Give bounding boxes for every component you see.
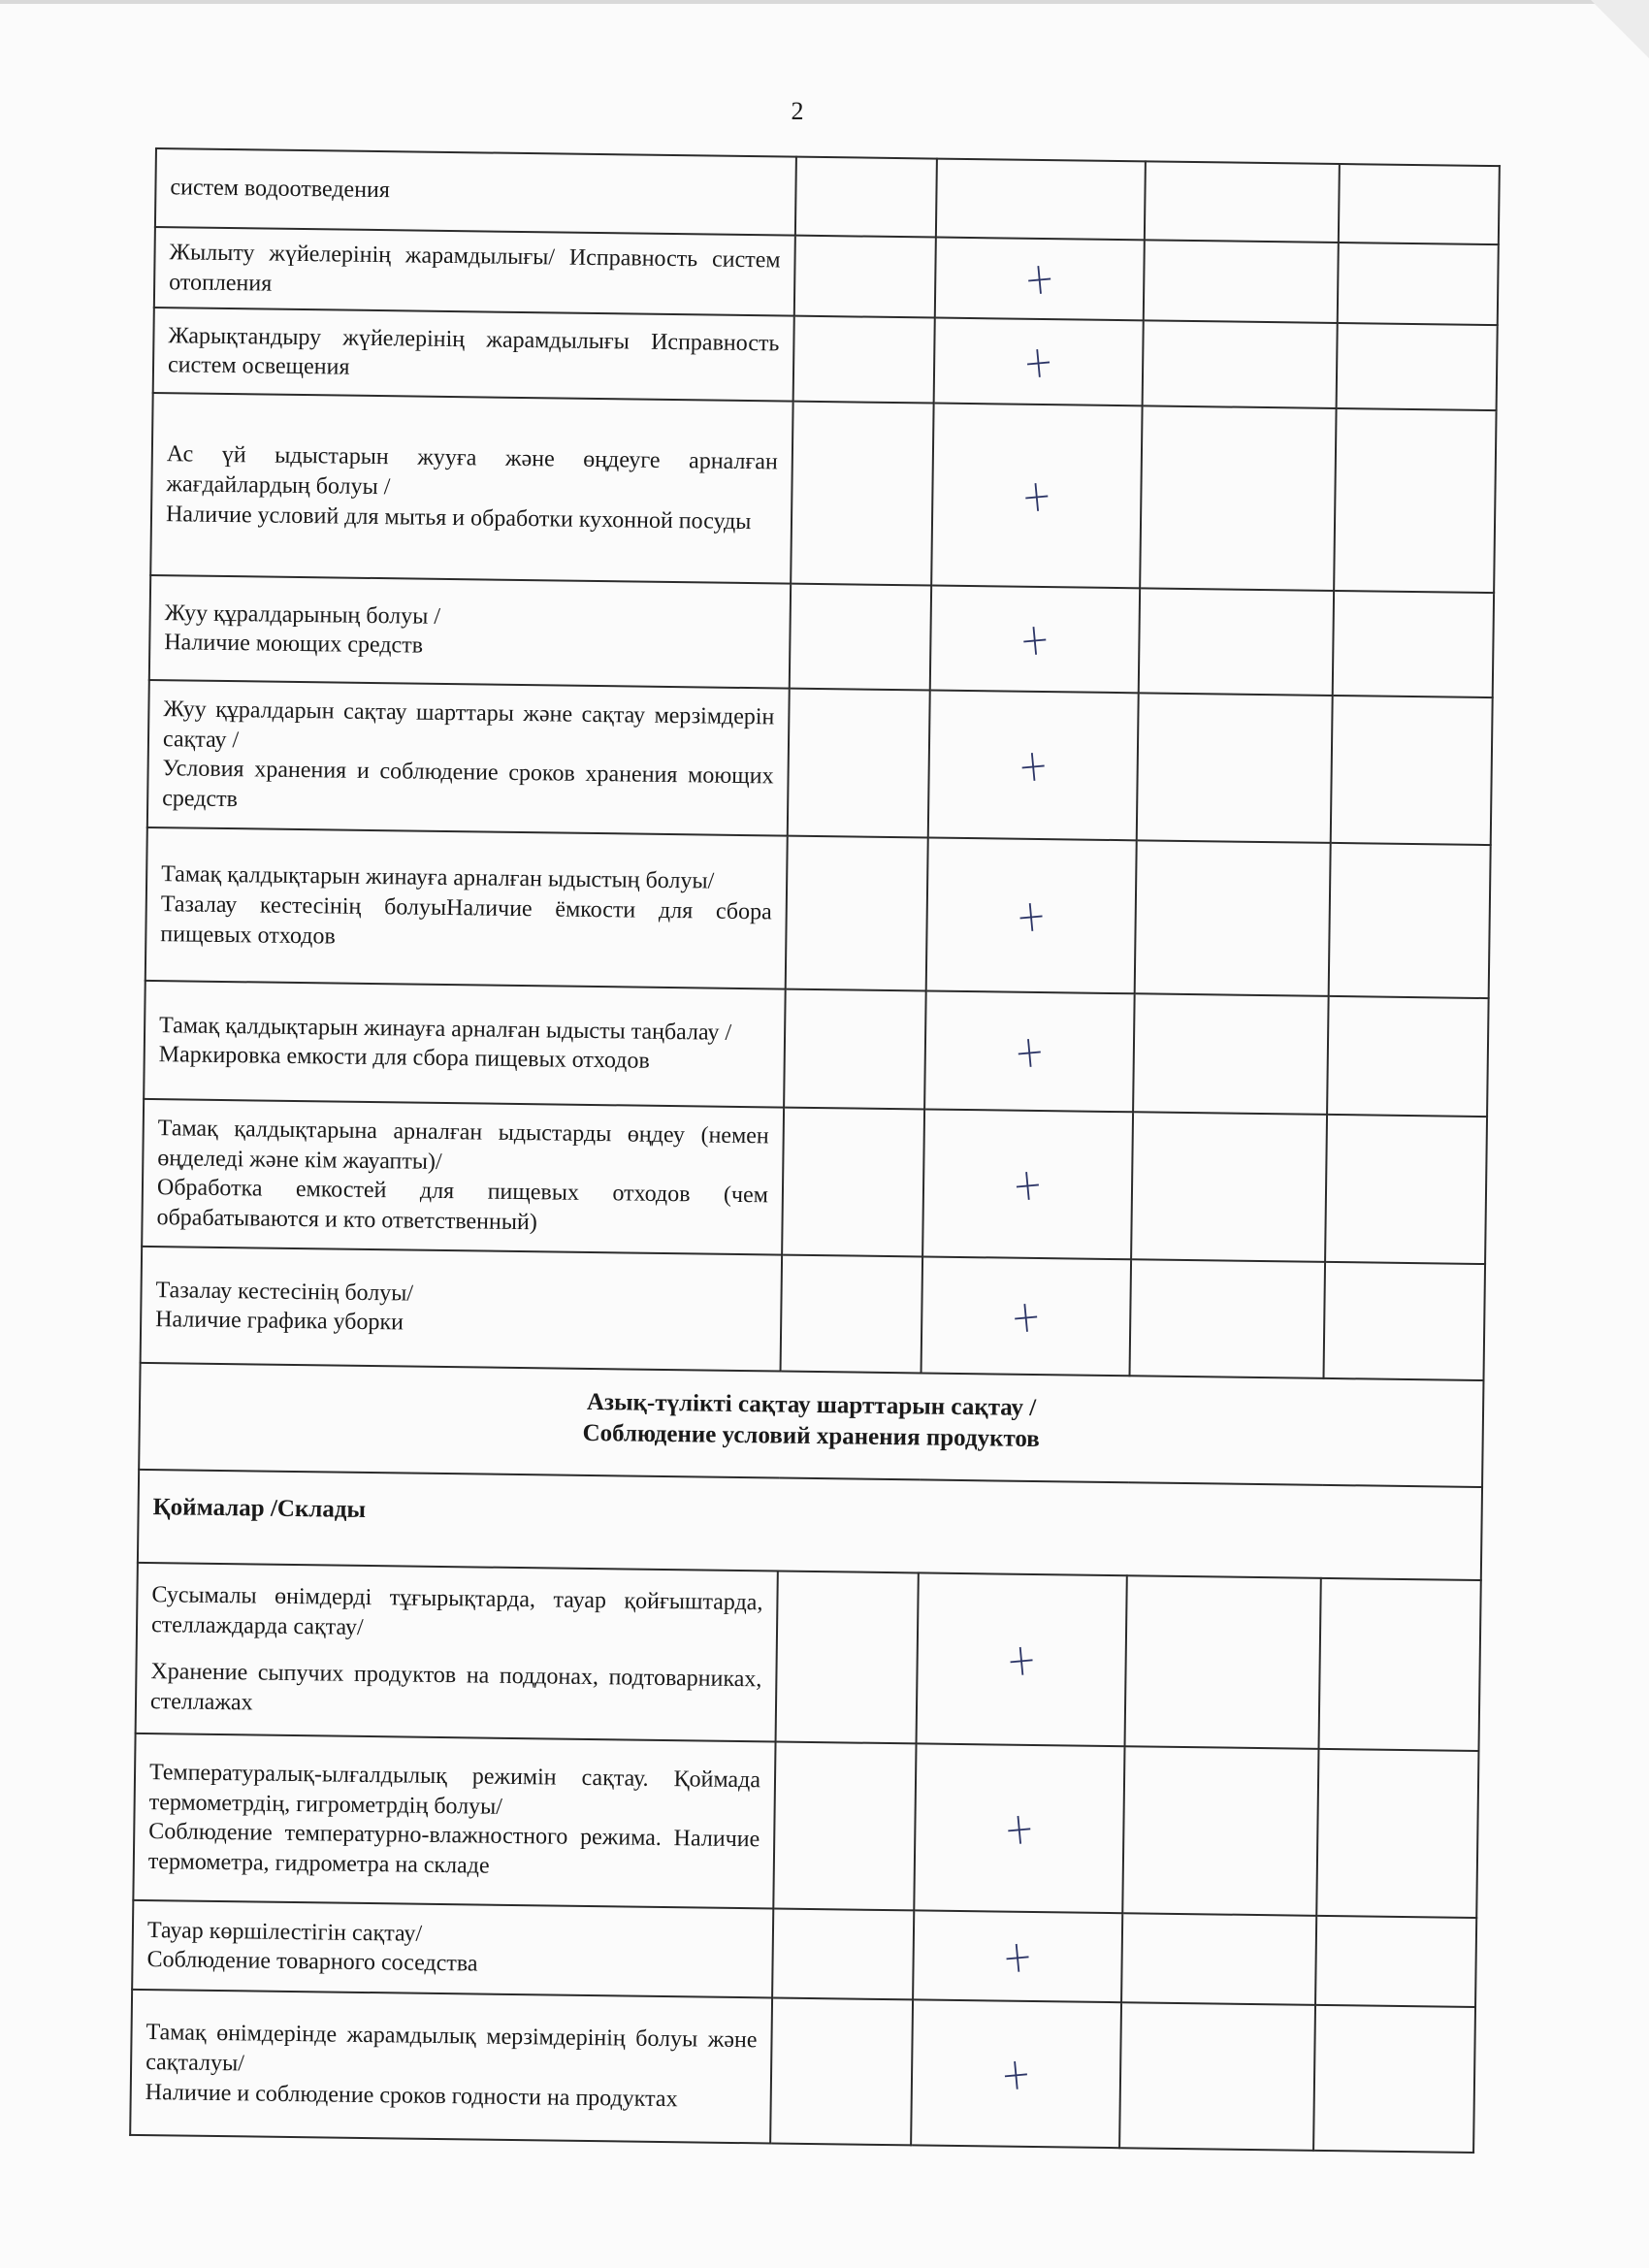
handwritten-mark-cell (935, 237, 1145, 320)
handwritten-plus-mark: + (1019, 468, 1054, 524)
empty-cell (773, 1742, 916, 1911)
table-row (149, 575, 1494, 697)
handwritten-plus-mark: + (1021, 250, 1057, 307)
empty-cell (1125, 1576, 1321, 1750)
empty-cell (772, 1909, 914, 2000)
criterion-text: Жарықтандыру жүйелерінің жарамдылығы Исправность систем освещения (167, 322, 780, 380)
criterion-text: Наличие моющих средств (164, 630, 424, 659)
handwritten-plus-mark: + (998, 2046, 1034, 2101)
criterion-text: Наличие графика уборки (155, 1307, 404, 1336)
table-row (142, 1099, 1487, 1264)
empty-cell (793, 316, 935, 404)
folded-corner (1591, 0, 1649, 58)
empty-cell (1137, 694, 1333, 844)
criterion-text: Наличие и соблюдение сроков годности на продуктах (145, 2079, 678, 2112)
handwritten-mark-cell (922, 1257, 1132, 1377)
section-header (138, 1363, 1484, 1580)
empty-cell (1318, 1578, 1480, 1751)
empty-cell (1145, 161, 1340, 242)
handwritten-mark-cell (934, 318, 1144, 406)
handwritten-mark-cell (928, 691, 1139, 841)
empty-cell (1143, 321, 1338, 409)
empty-cell (1333, 591, 1494, 697)
table-row (150, 393, 1496, 593)
criterion-cell (142, 1099, 784, 1255)
handwritten-plus-mark: + (1016, 737, 1051, 794)
empty-cell (1119, 2003, 1315, 2152)
criterion-text: Соблюдение товарного соседства (146, 1947, 478, 1977)
criterion-text: Маркировка емкости для сбора пищевых отходов (158, 1042, 650, 1075)
handwritten-mark-cell (924, 991, 1135, 1113)
empty-cell (1337, 323, 1498, 410)
handwritten-mark-cell (931, 404, 1142, 589)
handwritten-mark-cell (914, 1744, 1124, 1914)
criterion-cell (141, 1247, 783, 1372)
handwritten-mark-cell (926, 838, 1137, 994)
criterion-text: Тамақ қалдықтарын жинауға арналған ыдысты таңбалау / (158, 1012, 732, 1046)
handwritten-plus-mark: + (1014, 888, 1049, 944)
criterion-cell (144, 981, 786, 1108)
criterion-cell (133, 1733, 775, 1909)
empty-cell (790, 584, 931, 691)
criterion-cell (130, 1990, 772, 2144)
criterion-text: Ас үй ыдыстарын жууға және өңдеуге арналған жағдайлардың болуы / (166, 441, 778, 501)
table-row (130, 1990, 1475, 2153)
criterion-text: Жуу құралдарының болуы / (164, 599, 441, 630)
criterion-text: Тамақ қалдықтарын жинауға арналған ыдыстың болуы/ (161, 861, 715, 894)
empty-cell (1325, 1115, 1487, 1264)
criterion-cell (149, 575, 791, 689)
handwritten-mark-cell (936, 159, 1146, 241)
empty-cell (1334, 408, 1496, 593)
section-title-kz: Азық-түлікті сақтау шарттарын сақтау / (586, 1389, 1037, 1422)
table-row (147, 680, 1493, 845)
checklist-body-1 (141, 148, 1500, 1380)
table-row (141, 1247, 1485, 1380)
handwritten-plus-mark: + (1008, 1288, 1044, 1345)
checklist-body-2 (130, 1563, 1481, 2153)
criterion-text: Тауар көршілестігін сақтау/ (146, 1917, 423, 1947)
handwritten-plus-mark: + (1018, 611, 1052, 667)
empty-cell (786, 836, 928, 991)
empty-cell (1331, 696, 1493, 845)
criterion-cell (136, 1563, 778, 1742)
section-title-cell (139, 1363, 1483, 1487)
handwritten-plus-mark: + (1000, 1928, 1035, 1984)
criterion-text: Соблюдение температурно-влажностного режима. Наличие термометра, гидрометра на складе (147, 1819, 760, 1879)
scan-edge (0, 0, 1649, 4)
empty-cell (1329, 843, 1491, 998)
empty-cell (1131, 1113, 1327, 1263)
criterion-text: Тамақ қалдықтарына арналған ыдыстарды өңдеу (немен өңделеді және кім жауапты)/ (157, 1115, 769, 1175)
criterion-cell (155, 148, 796, 236)
empty-cell (795, 157, 937, 238)
criterion-cell (147, 680, 790, 836)
empty-cell (1316, 1749, 1478, 1918)
empty-cell (1140, 406, 1336, 592)
handwritten-mark-cell (913, 1911, 1122, 2003)
table-row (133, 1733, 1478, 1918)
empty-cell (1327, 996, 1489, 1117)
empty-cell (1130, 1260, 1326, 1379)
criterion-cell (132, 1900, 773, 1998)
criterion-text: Тамақ өнімдерінде жарамдылық мерзімдерінің болуы және сақталуы/ (145, 2020, 758, 2077)
criterion-text: Хранение сыпучих продуктов на поддонах, подтоварниках, стеллажах (149, 1659, 762, 1716)
table-row (132, 1900, 1476, 2007)
empty-cell (1144, 240, 1339, 323)
empty-cell (794, 236, 936, 318)
criterion-text: систем водоотведения (170, 175, 391, 204)
empty-cell (791, 402, 933, 586)
empty-cell (781, 1255, 923, 1374)
empty-cell (770, 1998, 913, 2146)
empty-cell (788, 689, 930, 838)
criterion-cell (154, 227, 795, 316)
criterion-text: Наличие условий для мытья и обработки кухонной посуды (165, 501, 752, 535)
section-row (139, 1363, 1483, 1487)
empty-cell (1121, 1914, 1316, 2006)
empty-cell (784, 989, 926, 1110)
section-title-ru: Соблюдение условий хранения продуктов (582, 1420, 1040, 1453)
criterion-text: Жуу құралдарын сақтау шарттары және сақтау мерзімдерін сақтау / (162, 697, 775, 753)
empty-cell (1339, 164, 1500, 244)
subsection-row (138, 1470, 1482, 1580)
table-row (136, 1563, 1481, 1751)
criterion-text: Температуралық-ылғалдылық режимін сақтау. Қоймада термометрдің, гигрометрдің болуы/ (148, 1759, 761, 1820)
criterion-text: Сусымалы өнімдерді тұғырықтарда, тауар қойғыштарда, стеллаждарда сақтау/ (150, 1581, 763, 1640)
empty-cell (1122, 1747, 1318, 1917)
handwritten-mark-cell (911, 2000, 1121, 2149)
criterion-text: Тазалау кестесінің болуы/ (155, 1277, 414, 1307)
criterion-text: Условия хранения и соблюдение сроков хранения моющих средств (162, 756, 774, 813)
criterion-text: Обработка емкостей для пищевых отходов (чем обрабатываются и кто ответственный) (156, 1175, 769, 1236)
empty-cell (776, 1571, 919, 1744)
checklist-table (129, 147, 1501, 2154)
handwritten-plus-mark: + (1004, 1632, 1039, 1687)
criterion-cell (146, 827, 788, 989)
empty-cell (1323, 1262, 1485, 1380)
handwritten-plus-mark: + (1020, 334, 1056, 390)
empty-cell (1133, 994, 1329, 1116)
empty-cell (782, 1108, 924, 1257)
empty-cell (1313, 2005, 1475, 2153)
criterion-text: Жылыту жүйелерінің жарамдылығы/ Исправность систем отопления (169, 240, 781, 297)
empty-cell (1139, 589, 1334, 697)
criterion-cell (150, 393, 792, 584)
handwritten-plus-mark: + (1010, 1156, 1046, 1213)
subsection-title: Қоймалар /Склады (138, 1470, 1482, 1580)
handwritten-mark-cell (922, 1110, 1133, 1260)
empty-cell (1338, 243, 1499, 326)
table-row (144, 981, 1488, 1117)
table-row (146, 827, 1491, 998)
handwritten-mark-cell (917, 1573, 1127, 1747)
empty-cell (1315, 1916, 1476, 2007)
criterion-cell (153, 308, 794, 402)
criterion-text: Тазалау кестесінің болуыНаличие ёмкости для сбора пищевых отходов (160, 891, 772, 950)
handwritten-mark-cell (930, 586, 1140, 694)
page-number: 2 (791, 97, 804, 125)
handwritten-plus-mark: + (1012, 1023, 1048, 1080)
empty-cell (1135, 841, 1331, 997)
handwritten-plus-mark: + (1002, 1800, 1037, 1856)
